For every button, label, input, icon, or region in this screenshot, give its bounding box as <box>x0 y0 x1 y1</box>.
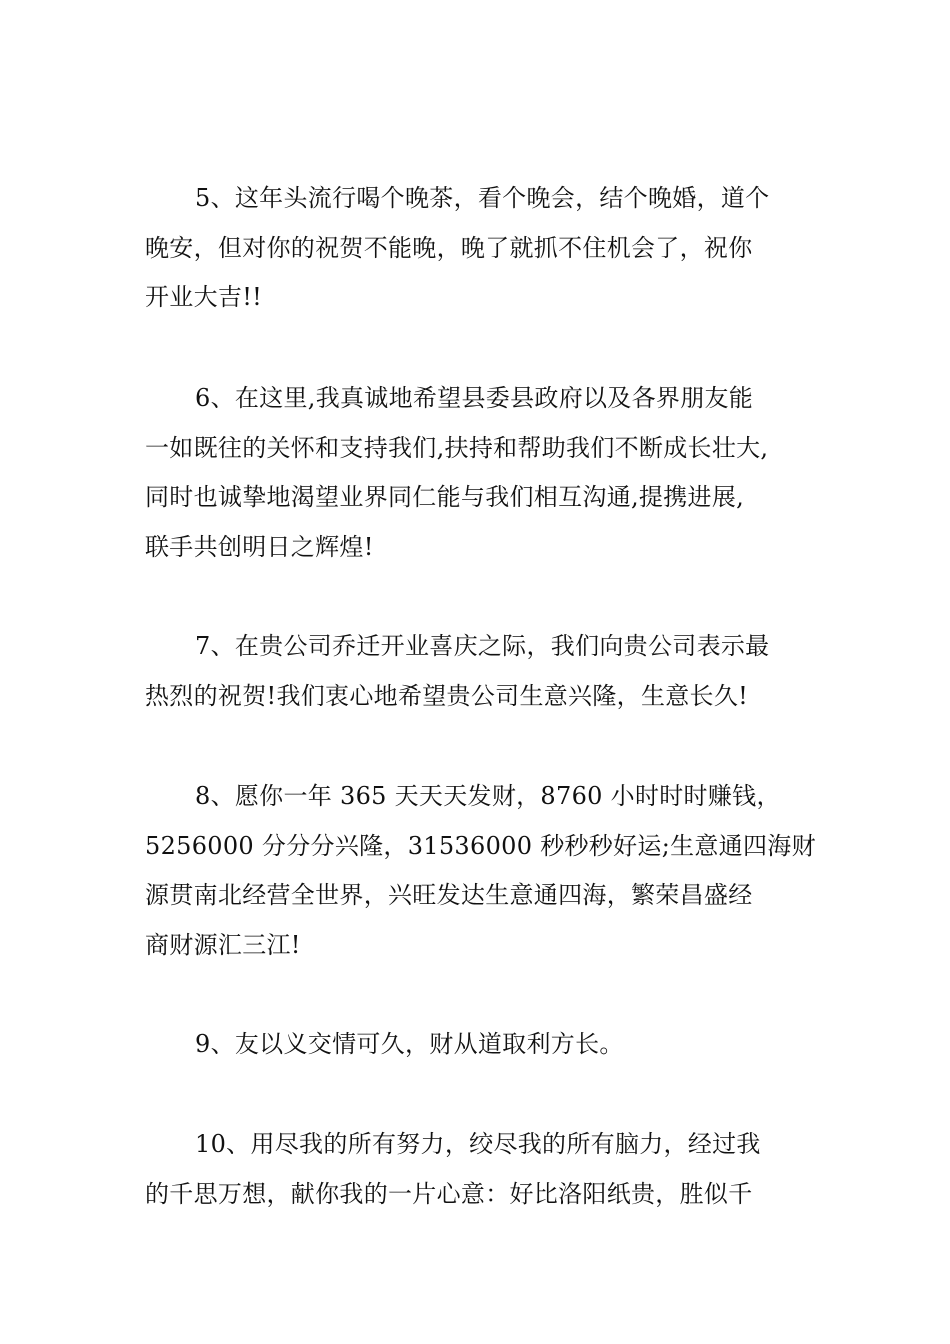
paragraph-9 <box>145 1020 815 1070</box>
paragraph-6 <box>145 374 815 572</box>
paragraph-10 <box>145 1120 815 1219</box>
paragraph-line: 联手共创明日之辉煌! <box>145 532 374 561</box>
paragraph-line: 开业大吉!! <box>145 283 263 311</box>
paragraph-line: 9、友以义交情可久，财从道取利方长。 <box>195 1030 624 1058</box>
paragraph-8 <box>145 772 815 970</box>
paragraph-line: 热烈的祝贺!我们衷心地希望贵公司生意兴隆，生意长久! <box>145 681 749 710</box>
paragraph-line: 晚安，但对你的祝贺不能晚，晚了就抓不住机会了，祝你 <box>145 233 753 262</box>
paragraph-line: 6、在这里,我真诚地希望县委县政府以及各界朋友能 <box>195 384 754 412</box>
paragraph-line: 8、愿你一年 365 天天天发财，8760 小时时时赚钱， <box>195 782 781 810</box>
paragraph-line: 一如既往的关怀和支持我们,扶持和帮助我们不断成长壮大, <box>145 433 769 462</box>
paragraph-5 <box>145 174 815 323</box>
paragraph-line: 5、这年头流行喝个晚茶，看个晚会，结个晚婚，道个 <box>195 184 770 212</box>
paragraph-line: 的千思万想，献你我的一片心意：好比洛阳纸贵，胜似千 <box>145 1179 753 1208</box>
paragraph-line: 5256000 分分分兴隆，31536000 秒秒秒好运;生意通四海财 <box>145 831 816 860</box>
paragraph-line: 源贯南北经营全世界，兴旺发达生意通四海，繁荣昌盛经 <box>145 881 753 909</box>
paragraph-line: 同时也诚挚地渴望业界同仁能与我们相互沟通,提携进展, <box>145 483 745 511</box>
paragraph-line: 10、用尽我的所有努力，绞尽我的所有脑力，经过我 <box>195 1130 761 1158</box>
paragraph-7 <box>145 622 815 721</box>
paragraph-line: 商财源汇三江! <box>145 930 301 959</box>
paragraph-line: 7、在贵公司乔迁开业喜庆之际，我们向贵公司表示最 <box>195 632 770 660</box>
